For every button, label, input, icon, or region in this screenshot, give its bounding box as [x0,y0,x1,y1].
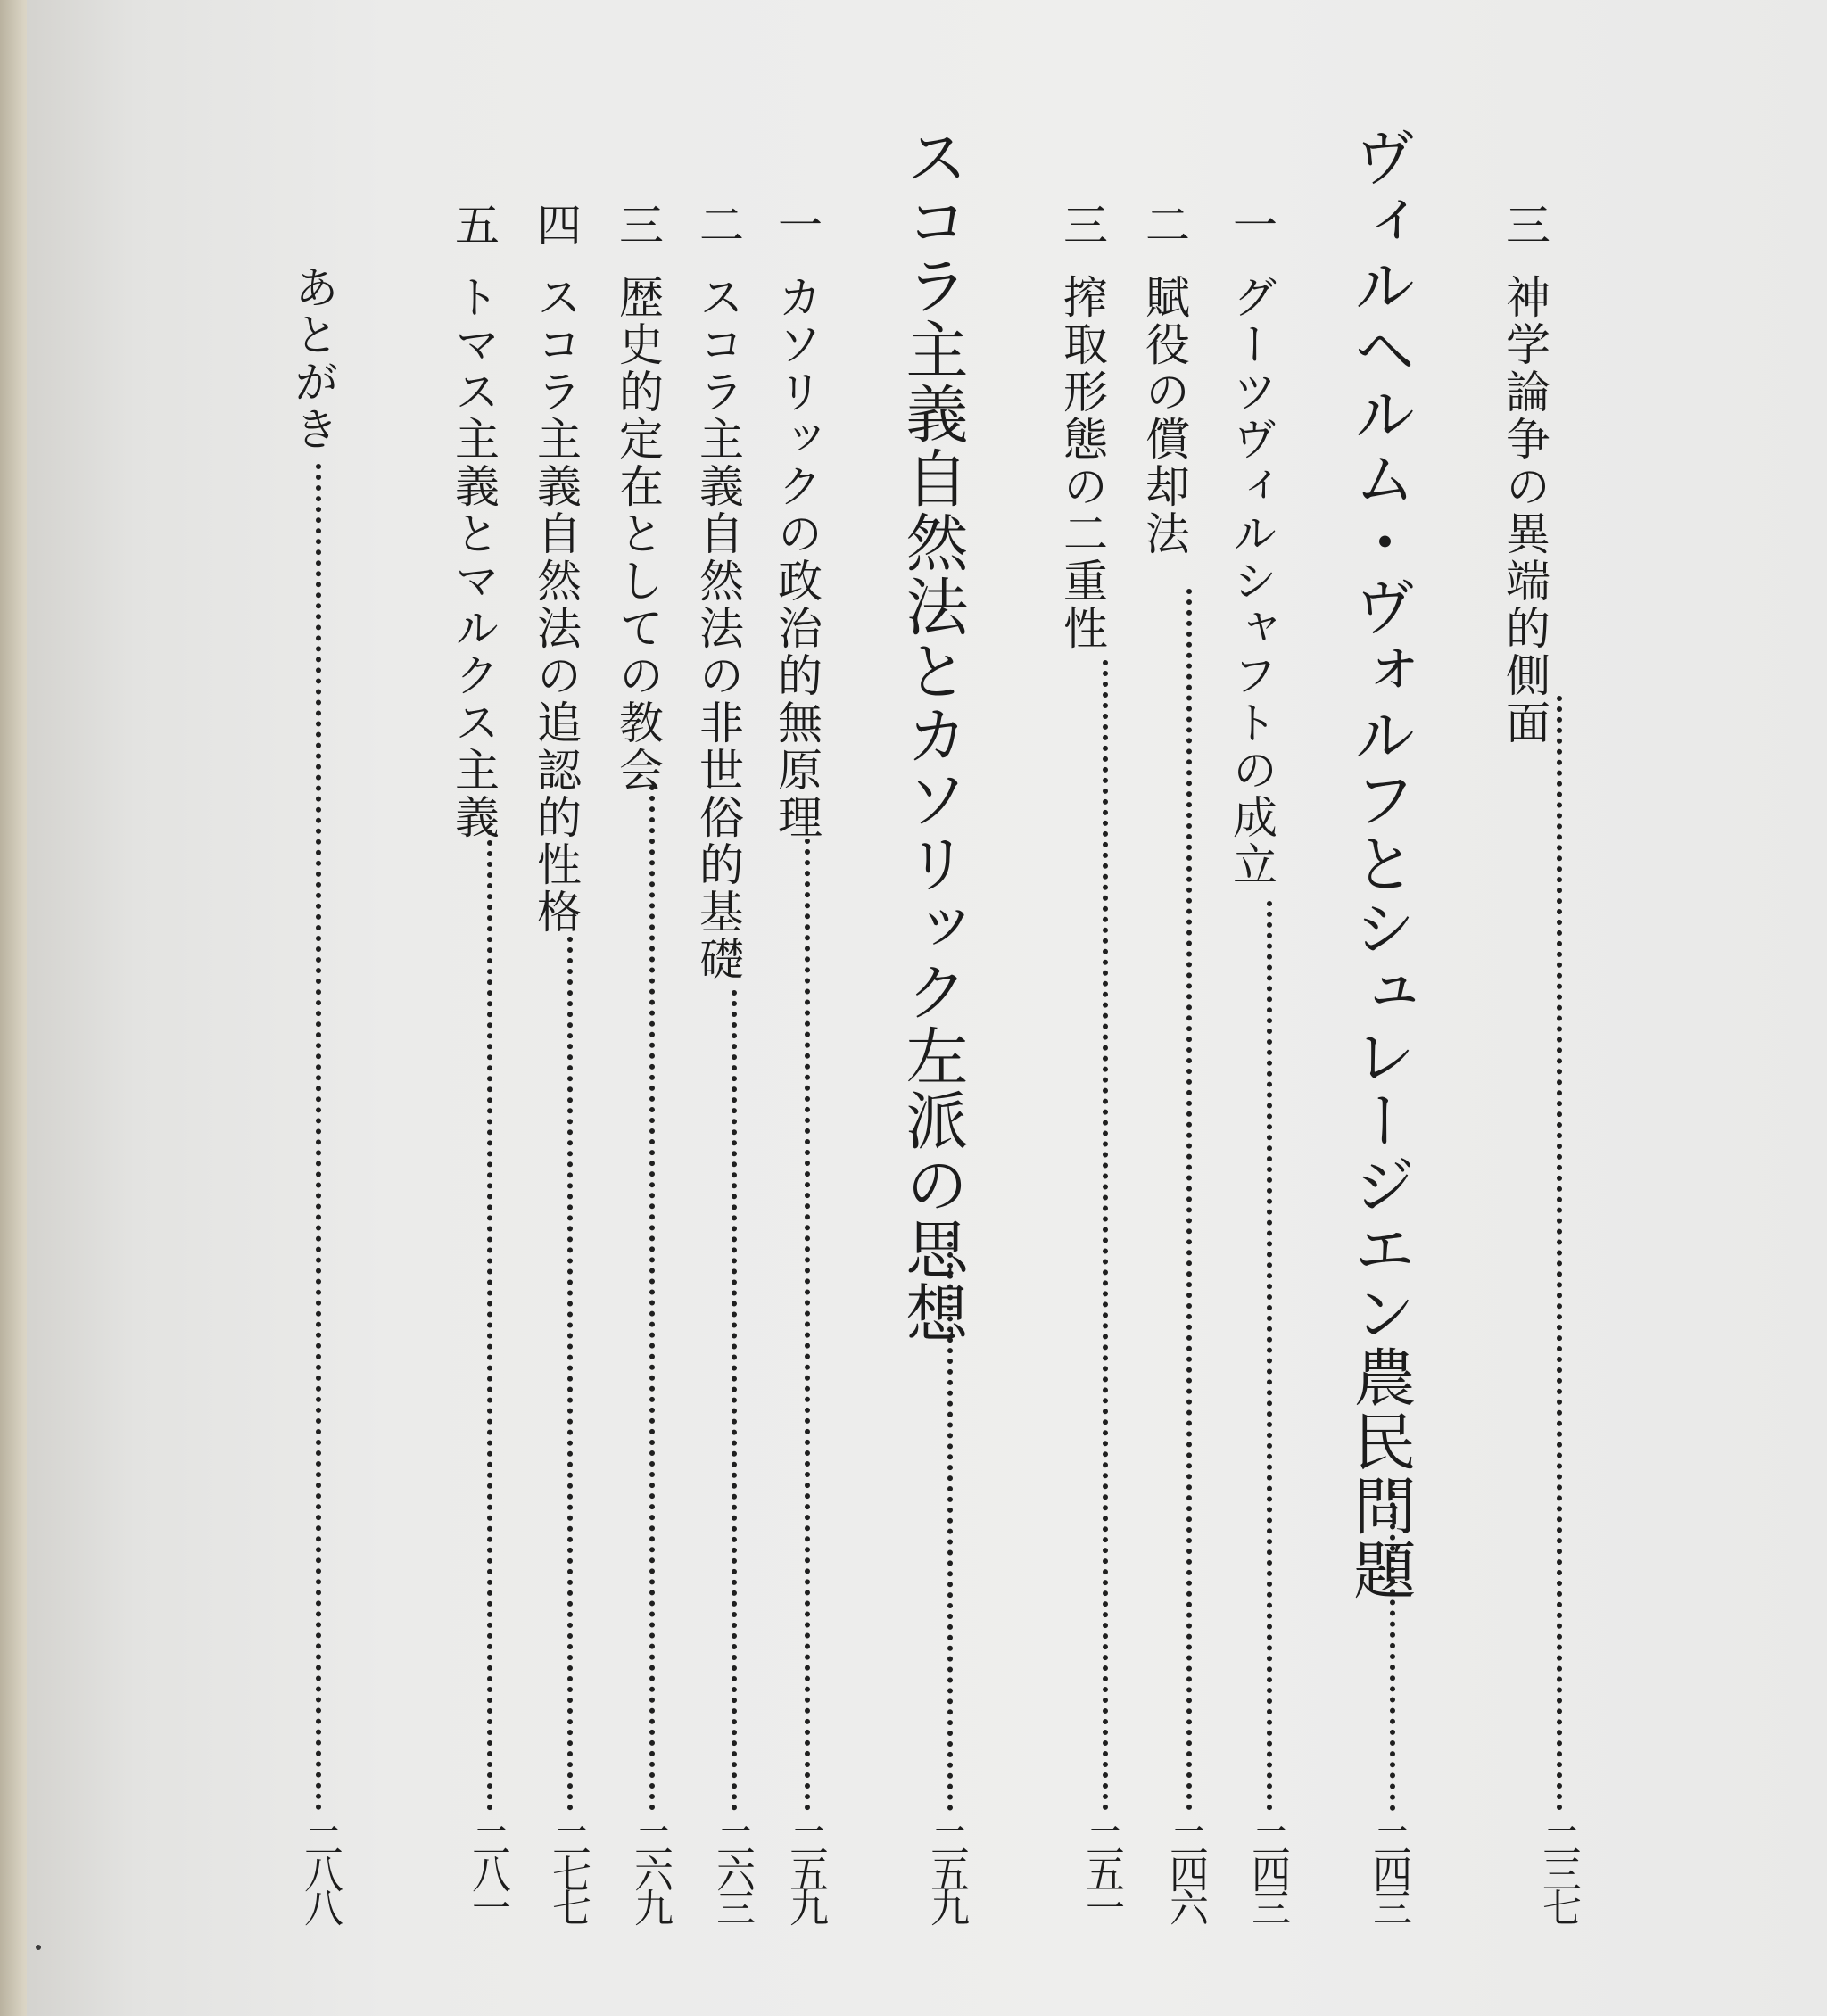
chapter-title: スコラ主義自然法とカソリック左派の思想 [896,125,969,1345]
toc-entry-unworldly-basis [692,202,744,983]
toc-entry-catholic-politics [771,202,823,841]
page-speck [36,1945,41,1950]
section-title: カソリックの政治的無原理 [771,274,823,841]
section-title: スコラ主義自然法の非世俗的基礎 [692,274,744,983]
section-title: 賦役の償却法 [1138,274,1190,558]
section-number: 一 [1226,202,1277,249]
section-number: 二 [692,202,744,249]
page-number: 二六九 [627,1820,673,1921]
page-number: 二四三 [1366,1820,1411,1921]
section-number: 三 [1056,202,1108,249]
afterword-title: あとがき [287,264,339,453]
dot-leader [1267,901,1272,1811]
page-number: 二八一 [465,1820,510,1921]
page-number: 二六三 [709,1820,755,1921]
page-number: 二四六 [1162,1820,1208,1921]
toc-entry-ratifying-character [530,202,582,936]
section-number: 一 [771,202,823,249]
page-number: 二五九 [923,1820,969,1921]
section-title: スコラ主義自然法の追認的性格 [530,274,582,936]
toc-chapter-wolff [1343,125,1417,1602]
section-number: 四 [530,202,582,249]
dot-leader [316,464,321,1811]
section-title: グーツヴィルシャフトの成立 [1226,274,1277,888]
toc-entry-theological-dispute [1499,202,1550,747]
section-number: 二 [1138,202,1190,249]
section-title: 歴史的定在としての教会 [612,274,664,794]
toc-entry-afterword [287,264,339,453]
dot-leader [1186,589,1192,1811]
page-number: 二五一 [1079,1820,1124,1921]
section-title: 搾取形態の二重性 [1056,274,1108,652]
page-number: 二七七 [545,1820,591,1921]
toc-entry-exploitation-duality [1056,202,1108,652]
dot-leader [732,990,737,1811]
page-number: 二三七 [1535,1820,1581,1921]
dot-leader [487,830,492,1811]
chapter-title: ヴィルヘルム・ヴォルフとシュレージエン農民問題 [1343,125,1417,1602]
page-number: 二八八 [297,1820,343,1921]
section-title: トマス主義とマルクス主義 [448,274,500,841]
toc-chapter-scholastic [896,125,969,1345]
toc-entry-corvee-redemption [1138,202,1190,558]
dot-leader [805,839,810,1811]
dot-leader [649,785,655,1811]
section-number: 三 [1499,202,1550,249]
page-number: 二五九 [782,1820,828,1921]
toc-entry-gutswirtschaft [1226,202,1277,888]
section-number: 三 [612,202,664,249]
dot-leader [947,1231,953,1811]
toc-entry-historical-church [612,202,664,794]
page-number: 二四三 [1244,1820,1290,1921]
dot-leader [1390,1481,1395,1811]
toc-entry-thomism-marxism [448,202,500,841]
dot-leader [1557,696,1562,1811]
section-number: 五 [448,202,500,249]
section-title: 神学論争の異端的側面 [1499,274,1550,747]
dot-leader [1103,660,1108,1811]
dot-leader [567,937,573,1811]
